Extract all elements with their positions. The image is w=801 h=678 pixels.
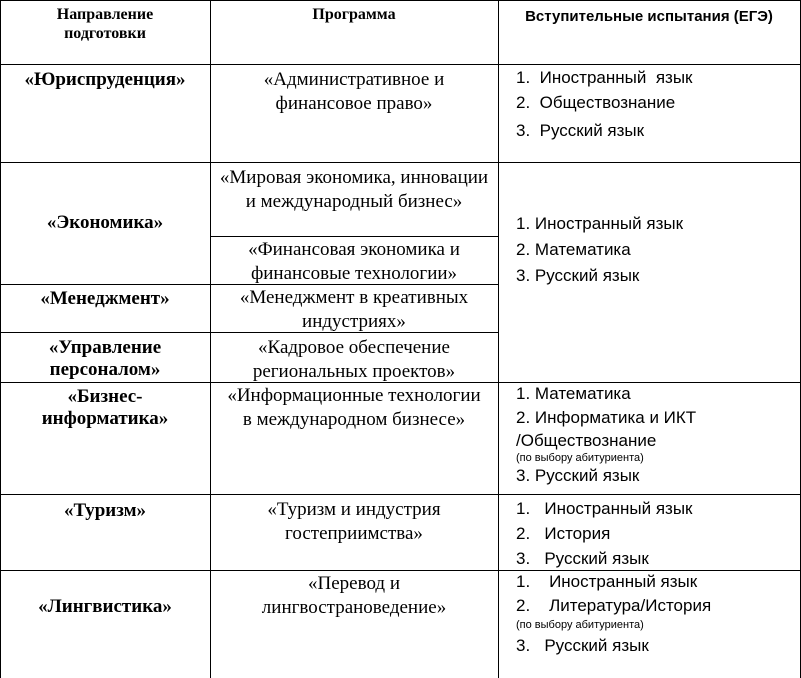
program-business-informatics: «Информационные технологии в международном бизнесе» <box>227 385 481 430</box>
exams-business-informatics <box>498 382 800 488</box>
exam-item: 1. Иностранный язык <box>516 499 693 518</box>
direction-hr: «Управление персоналом» <box>48 337 162 380</box>
direction-linguistics: «Лингвистика» <box>38 596 172 617</box>
program-world-economy: «Мировая экономика, инновации и международный бизнес» <box>219 167 489 212</box>
direction-economics: «Экономика» <box>46 212 164 233</box>
exam-item: 1. Иностранный язык <box>516 68 693 87</box>
exam-item: 2. Математика <box>516 240 631 259</box>
row-divider <box>210 236 498 237</box>
exam-item: 2. История <box>516 524 611 543</box>
exam-item: 3. Русский язык <box>516 121 645 140</box>
program-financial-economy: «Финансовая экономика и финансовые технологии» <box>248 239 460 284</box>
program-tourism: «Туризм и индустрия гостеприимства» <box>267 499 441 544</box>
exam-item: 3. Русский язык <box>516 549 649 568</box>
exam-item: 3. Русский язык <box>516 466 640 485</box>
exam-item: 2. Литература/История <box>516 596 712 615</box>
row-divider <box>0 0 801 1</box>
exam-item: 3. Русский язык <box>516 266 640 285</box>
exam-item: 2. Обществознание <box>516 93 676 112</box>
program-hr: «Кадровое обеспечение региональных проектов» <box>252 337 456 382</box>
exams-linguistics <box>498 570 800 658</box>
exam-item: /Обществознание <box>516 431 657 450</box>
exam-item: 1. Математика <box>516 384 631 403</box>
exam-item: 3. Русский язык <box>516 636 649 655</box>
direction-management: «Менеджмент» <box>40 288 170 309</box>
program-management: «Менеджмент в креативных индустриях» <box>239 287 469 332</box>
exam-note: (по выбору абитуриента) <box>516 619 644 631</box>
program-linguistics: «Перевод и лингвострановедение» <box>261 573 447 618</box>
exam-note: (по выбору абитуриента) <box>516 452 644 464</box>
exams-law <box>498 64 800 143</box>
row-divider <box>0 494 801 495</box>
direction-business-informatics: «Бизнес-информатика» <box>41 386 169 429</box>
header-program: Программа <box>312 6 396 23</box>
exam-item: 1. Иностранный язык <box>516 572 698 591</box>
direction-law: «Юриспруденция» <box>24 69 186 90</box>
exam-item: 2. Информатика и ИКТ <box>516 408 697 427</box>
column-divider <box>210 0 211 678</box>
header-direction: Направление подготовки <box>56 6 154 42</box>
program-law: «Административное и финансовое право» <box>263 69 445 114</box>
exams-economics-group <box>498 211 800 289</box>
direction-tourism: «Туризм» <box>63 500 147 521</box>
header-exams: Вступительные испытания (ЕГЭ) <box>525 8 773 25</box>
exams-tourism <box>498 496 800 571</box>
exam-item: 1. Иностранный язык <box>516 214 684 233</box>
